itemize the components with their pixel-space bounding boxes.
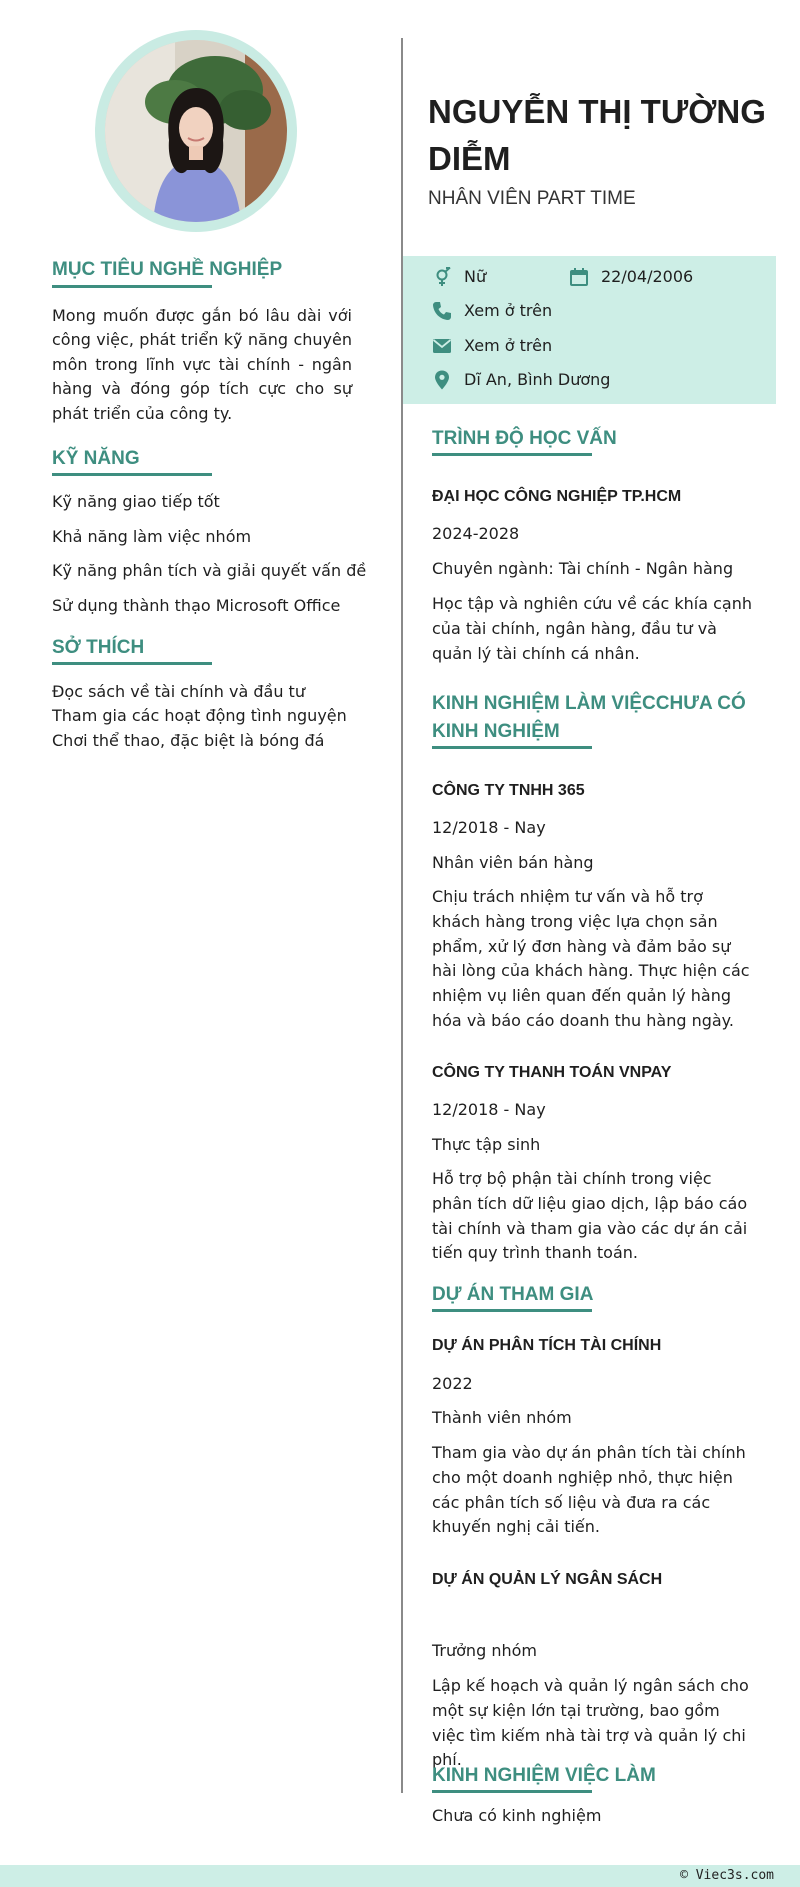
avatar-ring bbox=[95, 30, 297, 232]
experience-underline bbox=[432, 746, 592, 749]
project-role: Thành viên nhóm bbox=[432, 1408, 572, 1427]
education-major: Chuyên ngành: Tài chính - Ngân hàng bbox=[432, 559, 734, 578]
experience-title: KINH NGHIỆM LÀM VIỆCCHƯA CÓ KINH NGHIỆM bbox=[432, 693, 746, 742]
contact-email bbox=[431, 335, 552, 357]
job-period: 12/2018 - Nay bbox=[432, 818, 546, 837]
location-pin-icon bbox=[431, 369, 453, 391]
project-year: 2022 bbox=[432, 1374, 473, 1393]
job-company: CÔNG TY TNHH 365 bbox=[432, 782, 585, 799]
project-role: Trưởng nhóm bbox=[432, 1641, 537, 1660]
address-value: Dĩ An, Bình Dương bbox=[464, 370, 611, 389]
objective-title: MỤC TIÊU NGHỀ NGHIỆP bbox=[52, 259, 283, 280]
job-title: NHÂN VIÊN PART TIME bbox=[428, 188, 636, 209]
education-school: ĐẠI HỌC CÔNG NGHIỆP TP.HCM bbox=[432, 488, 682, 505]
hobby-item: Đọc sách về tài chính và đầu tư bbox=[52, 682, 305, 701]
education-underline bbox=[432, 453, 592, 456]
contact-address bbox=[431, 369, 610, 391]
footer-bar bbox=[0, 1865, 800, 1887]
phone-icon bbox=[431, 300, 453, 322]
job-position: Thực tập sinh bbox=[432, 1135, 541, 1154]
hobbies-underline bbox=[52, 662, 212, 665]
contact-gender bbox=[431, 266, 486, 288]
email-value: Xem ở trên bbox=[464, 336, 553, 355]
candidate-name: NGUYỄN THỊ TƯỜNG DIỄM bbox=[428, 93, 766, 177]
objective-text: Mong muốn được gắn bó lâu dài với công việc, phát triển kỹ năng chuyên môn trong lĩnh vực tài chính - ngân hàng và đóng góp tích cực cho sự phát triển của công ty. bbox=[52, 306, 352, 423]
project-description: Tham gia vào dự án phân tích tài chính cho một doanh nghiệp nhỏ, thực hiện các phân tích số liệu và đưa ra các khuyến nghị cải tiến. bbox=[432, 1443, 746, 1537]
skill-item: Kỹ năng giao tiếp tốt bbox=[52, 492, 220, 511]
hobbies-title: SỞ THÍCH bbox=[52, 637, 145, 658]
work-experience-underline bbox=[432, 1790, 592, 1793]
hobby-item: Chơi thể thao, đặc biệt là bóng đá bbox=[52, 731, 325, 750]
project-name: DỰ ÁN QUẢN LÝ NGÂN SÁCH bbox=[432, 1571, 663, 1588]
projects-title: DỰ ÁN THAM GIA bbox=[432, 1284, 594, 1305]
skills-underline bbox=[52, 473, 212, 476]
birthday-value: 22/04/2006 bbox=[601, 267, 694, 286]
contact-birthday bbox=[568, 266, 693, 288]
work-experience-title: KINH NGHIỆM VIỆC LÀM bbox=[432, 1765, 656, 1786]
contact-phone bbox=[431, 300, 552, 322]
hobby-item: Tham gia các hoạt động tình nguyện bbox=[52, 706, 347, 725]
education-description: Học tập và nghiên cứu về các khía cạnh của tài chính, ngân hàng, đầu tư và quản lý tài chính cá nhân. bbox=[432, 594, 753, 663]
job-period: 12/2018 - Nay bbox=[432, 1100, 546, 1119]
skill-item: Khả năng làm việc nhóm bbox=[52, 527, 252, 546]
job-company: CÔNG TY THANH TOÁN VNPAY bbox=[432, 1064, 672, 1081]
project-description: Lập kế hoạch và quản lý ngân sách cho một sự kiện lớn tại trường, bao gồm việc tìm kiếm nhà tài trợ và quản lý chi phí. bbox=[432, 1676, 749, 1770]
objective-underline bbox=[52, 285, 212, 288]
skill-item: Sử dụng thành thạo Microsoft Office bbox=[52, 596, 341, 615]
projects-underline bbox=[432, 1309, 592, 1312]
contact-box bbox=[403, 256, 776, 404]
email-icon bbox=[431, 335, 453, 357]
gender-icon bbox=[431, 266, 453, 288]
profile-photo bbox=[105, 40, 287, 222]
job-description: Chịu trách nhiệm tư vấn và hỗ trợ khách hàng trong việc lựa chọn sản phẩm, xử lý đơn hàng và đảm bảo sự hài lòng của khách hàng. Thực hiện các nhiệm vụ liên quan đến quản lý hàng hóa và báo cáo doanh thu hàng ngày. bbox=[432, 887, 750, 1030]
gender-value: Nữ bbox=[464, 267, 487, 286]
calendar-icon bbox=[568, 266, 590, 288]
skills-title: KỸ NĂNG bbox=[52, 448, 140, 469]
job-position: Nhân viên bán hàng bbox=[432, 853, 594, 872]
footer-credit: © Viec3s.com bbox=[680, 1868, 774, 1883]
skill-item: Kỹ năng phân tích và giải quyết vấn đề bbox=[52, 561, 367, 580]
education-title: TRÌNH ĐỘ HỌC VẤN bbox=[432, 428, 617, 449]
education-period: 2024-2028 bbox=[432, 524, 520, 543]
project-name: DỰ ÁN PHÂN TÍCH TÀI CHÍNH bbox=[432, 1337, 662, 1354]
avatar bbox=[105, 40, 287, 222]
work-experience-text: Chưa có kinh nghiệm bbox=[432, 1806, 602, 1825]
job-description: Hỗ trợ bộ phận tài chính trong việc phân tích dữ liệu giao dịch, lập báo cáo tài chính và tham gia vào các dự án cải tiến quy trình thanh toán. bbox=[432, 1169, 748, 1263]
phone-value: Xem ở trên bbox=[464, 301, 553, 320]
